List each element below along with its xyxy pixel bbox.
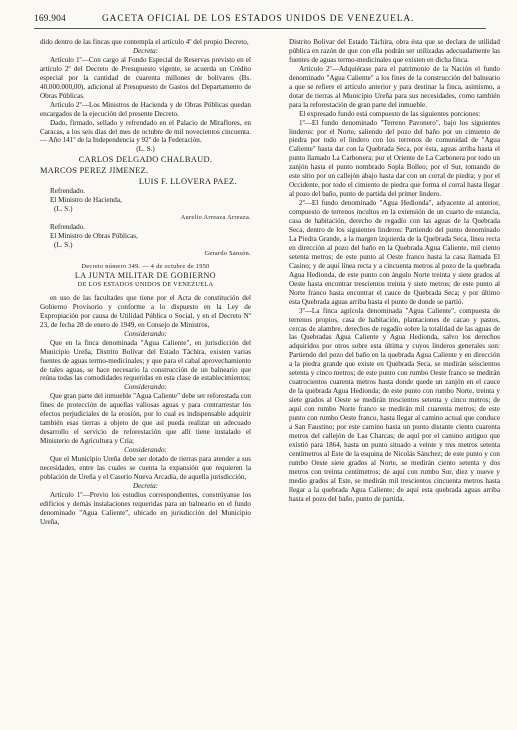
section-heading: Considerando: [124, 329, 167, 338]
signature: MARCOS PEREZ JIMENEZ. [40, 166, 149, 176]
right-column [289, 38, 500, 504]
seal-mark: (L. S.) [54, 205, 73, 214]
paragraph: Que en la finca denominada "Agua Caliente", en jurisdicción del Municipio Ureña, Distrito Bolívar del Estado Táchira, existen varias fuentes de aguas termo-medicinales; y que para el cabal aprovechamiento de tales aguas, se hace necesario la construcción de un balneario que reúna todas las comodidades requeridas en esta clase de establecimientos; [40, 338, 251, 383]
gazette-title: GACETA OFICIAL DE LOS ESTADOS UNIDOS DE VENEZUELA. [102, 14, 415, 24]
paragraph: Refrendado. [50, 223, 86, 232]
paragraph: Distrito Bolívar del Estado Táchira, obra ésta que se declara de utilidad pública en razón de que con ella podrán ser utilizadas adecuadamente las fuentes de aguas termo-medicinales que existen en dicha finca. [289, 38, 500, 64]
decree-line: Decreto número 349. — 4 de octubre de 1950 [81, 263, 210, 271]
section-heading: Decreta: [132, 46, 159, 55]
paragraph: Artículo 2º—Los Ministros de Hacienda y de Obras Públicas quedan encargados de la ejecución del presente Decreto. [40, 100, 251, 118]
signature: Gerardo Sansón. [204, 250, 251, 258]
paragraph: 2º—El fundo denominado "Agua Hedionda", adyacente al anterior, compuesto de terrenos incultos en la extensión de un cuarto de estancia, casa de habitación, derecho de regadío con las aguas de la Quebrada Seca, dentro de los siguientes linderos: Partiendo del punto denominado La Piedra Grande, a la margen izquierda de la Quebrada Seca, línea recta en dirección al pozo del baño en la Quebrada Agua Caliente, mil ciento setenta metros; de este punto al Oeste franco hasta la casa llamada El Casino; y de aquí línea recta y a cincuenta metros al pozo de la quebrada Agua Hedionda, de este punto con ángulo Norte treinta y siete grados al Oeste hasta encontrar trescientos treinta y siete metros; de este punto al Norte franco hasta encontrar el cauce de Quebrada Seca; y por último esta Quebrada aguas arriba hasta el punto de donde se partió. [289, 199, 500, 306]
paragraph: Refrendado. [50, 187, 86, 196]
left-column [40, 38, 251, 527]
paragraph: Dado, firmado, sellado y refrendado en el Palacio de Miraflores, en Caracas, a los seis días del mes de octubre de mil novecientos cincuenta. — Año 141º de la Independencia y 92º de la Federación. [40, 118, 251, 145]
seal-mark: (L. S.) [54, 241, 73, 250]
signature: Aurelio Arreaza Arreaza. [180, 214, 251, 222]
paragraph: dido dentro de las fincas que contempla el artículo 4º del propio Decreto, [40, 38, 249, 46]
section-heading: Decreta: [132, 481, 159, 490]
section-heading: Considerando: [124, 383, 167, 392]
paragraph: 1º—El fundo denominado "Terreno Pavonero", bajo los siguientes linderos: por el Norte, saliendo del pozo del baño por un cimiento de piedra por todo el lindero con los terrenos de comunidad de "Agua Caliente" hasta dar con la Quebrada Seca, por ésta, aguas arriba hasta el punto llamado La Carbonera; por el Oriente de La Carbonera por todo un zanjón hasta el punto nombrado Sopla Bolleo; por el Sur, tomando de este sitio por un callejón abajo hasta dar con un corral de piedra; y por el Occidente, por todo el cimiento de piedra que forma el corral hasta llegar al pozo del baño, punto de partida del primer lindero. [289, 118, 500, 199]
page-number: 169.904 [34, 14, 66, 24]
paragraph: en uso de las facultades que tiene por el Acta de constitución del Gobierno Provisorio y conforme a lo dispuesto en la Ley de Expropiación por causa de Utilidad Pública o Social, y en el Decreto Nº 23, de fecha 28 de enero de 1949, en Consejo de Ministros, [40, 293, 251, 329]
paragraph: Artículo 2º—Adquiérase para el patrimonio de la Nación el fundo denominado "Agua Caliente" a los fines de la construcción del balneario a que se refiere el artículo anterior y para destinar la finca, asimismo, a dotar de tierras al Municipio Ureña para sus necesidades, como también para la reforestación de gran parte del inmueble. [289, 64, 500, 109]
paragraph: El Ministro de Hacienda, [50, 196, 122, 205]
paragraph: 3º—La finca agrícola denominada "Agua Caliente", compuesta de terrenos propios, casa de habitación, plantaciones de cacao y pastos, cercas de alambre, derechos de regadío sobre la totalidad de las aguas de las Quebradas Agua Caliente y Agua Hedionda, salvo los derechos adquiridos por otros sobre esta última y cuyos linderos generales son: Partiendo del pozo del baño en la quebrada Agua Caliente y en dirección a la piedra grande que existe en Quebrada Seca, se medirán seiscientos setenta y cinco metros; de este punto con rumbo Oeste franco se medirán cuatrocientos cuarenta metros hasta donde quede un zanjón en el cauce de la quebrada Agua Hedionda; de este punto con rumbo Norte, treinta y siete grados al Oeste se medirán trescientos setenta y cinco metros; de aquí con rumbo Norte franco se medirán mil cuarenta metros; de este punto con rumbo Oeste franco, hasta llegar al camino actual que conduce a San Faustino; por este camino hasta un punto distante ciento cuarenta metros del callejón de Las Charcas; de aquí por el camino antiguo que existió para 1864, hasta un punto situado a veinte y tres metros setenta centímetros al Este de la esquina de Nicolás Sánchez; de este punto y con rumbo Oeste siete grados al Norte, se medirán ciento setenta y dos metros con treinta centímetros; de aquí con rumbo Sur, diez y nueve y medio grados al Este, se medirán mil trescientos cincuenta metros hasta llegar a la quebrada Agua Caliente; de aquí esta quebrada aguas arriba hasta el pozo del baño, punto de partida. [289, 306, 500, 503]
decree-subheading: DE LOS ESTADOS UNIDOS DE VENEZUELA [77, 280, 214, 288]
paragraph: Que gran parte del inmueble "Agua Caliente" debe ser reforestada con fines de protección de aquellas valiosas aguas y para contrarrestar los efectos perjudiciales de la erosión, por lo cual es indispensable adquirir también esas tierras a objeto de que así pueda realizar un adecuado desarrollo el servicio de reforestación que allí tiene instalado el Ministerio de Agricultura y Cría; [40, 392, 251, 446]
paragraph: El Ministro de Obras Públicas, [50, 232, 138, 241]
section-heading: Considerando: [124, 446, 167, 455]
seal-mark: (L. S.) [136, 145, 155, 154]
paragraph: El expresado fundo está compuesto de las siguientes porciones: [299, 109, 481, 118]
paragraph: Artículo 1º—Con cargo al Fondo Especial de Reservas previsto en el artículo 2º del Decreto de Presupuesto vigente, se acuerda un Crédito especial por la cantidad de cuarenta millones de bolívares (Bs. 40.000.000,00), adicional al Presupuesto de Gastos del Departamento de Obras Públicas. [40, 55, 251, 100]
paragraph: Artículo 1º—Previo los estudios correspondientes, constrúyanse los edificios y demás instalaciones requeridas para un balneario en el fundo denominado "Agua Caliente", ubicado en jurisdicción del Municipio Ureña, [40, 490, 251, 526]
decree-heading: LA JUNTA MILITAR DE GOBIERNO [74, 270, 217, 280]
signature: CARLOS DELGADO CHALBAUD. [78, 155, 213, 165]
page-header [34, 13, 486, 25]
paragraph: Que el Municipio Ureña debe ser dotado de tierras para atender a sus necesidades, entre las cuales se cuenta la expansión que requieren la población de Ureña y el Caserío Nueva Arcadia, de aquella jurisdicción, [40, 455, 251, 481]
header-rule [34, 28, 486, 29]
signature: LUIS F. LLOVERA PAEZ. [138, 177, 237, 187]
